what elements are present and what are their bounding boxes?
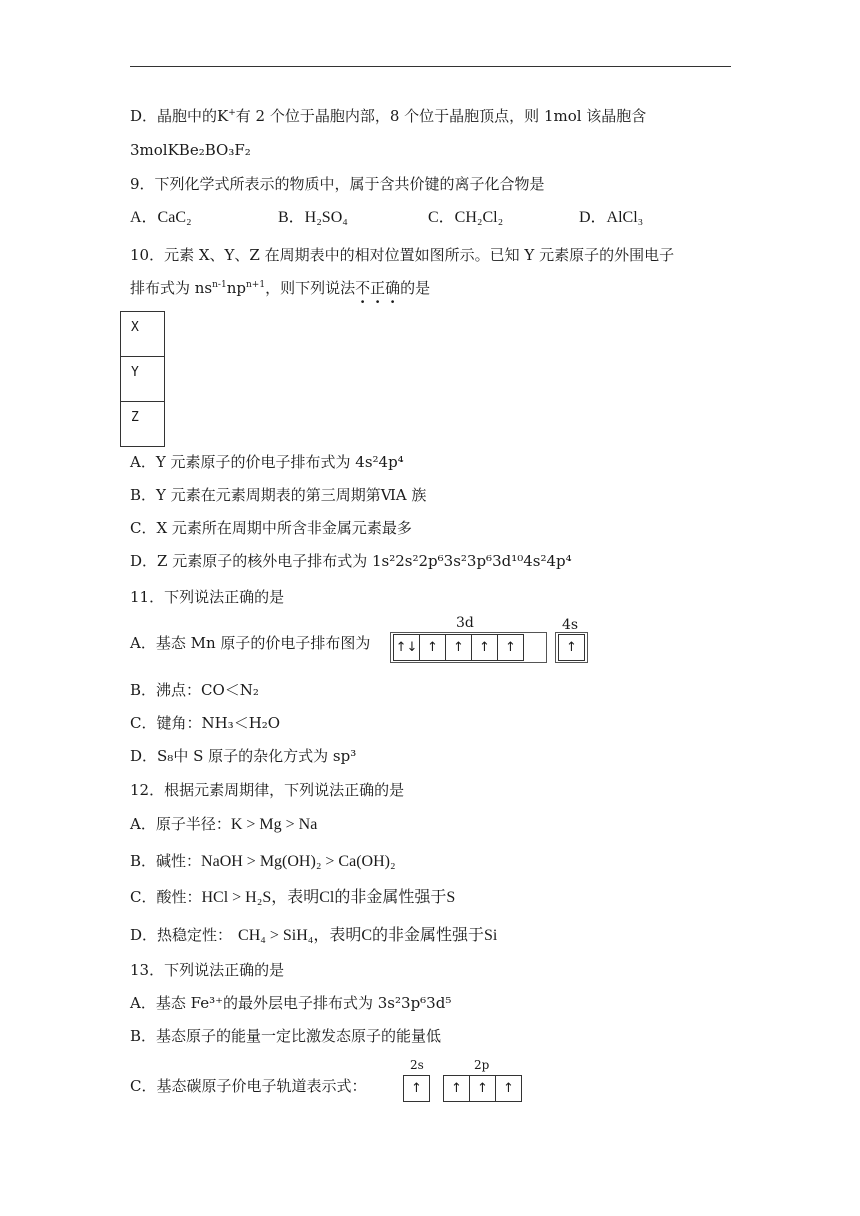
q10-option-d: D．Z 元素原子的核外电子排布式为 1s²2s²2p⁶3s²3p⁶3d¹⁰4s²4p⁴ (130, 552, 572, 570)
q13-option-a: A．基态 Fe³⁺的最外层电子排布式为 3s²3p⁶3d⁵ (130, 994, 452, 1012)
q12-option-c-expr: HCl > H₂S，表明Cl的非金属性强于S (201, 889, 456, 906)
q8-option-d-formula: 3molKBe₂BO₃F₂ (130, 141, 251, 159)
q9-option-c: C．CH₂Cl₂ (428, 209, 504, 226)
q11-option-a: A．基态 Mn 原子的价电子排布图为 (130, 634, 371, 652)
orbital-box: ↑ (445, 634, 472, 661)
q11-option-b: B．沸点：CO＜N₂ (130, 681, 259, 699)
table-cell-y: Y (121, 357, 165, 402)
q10-option-c: C．X 元素所在周期中所含非金属元素最多 (130, 519, 412, 537)
q10-stem-line1: 10．元素 X、Y、Z 在周期表中的相对位置如图所示。已知 Y 元素原子的外围电子 (130, 246, 675, 264)
q11-option-d: D．S₈中 S 原子的杂化方式为 sp³ (130, 747, 357, 765)
header-rule (130, 66, 731, 67)
q8-option-d: D．晶胞中的K+有 2 个位于晶胞内部，8 个位于晶胞顶点，则 1mol 该晶胞含 (130, 107, 647, 125)
q13-option-c: C．基态碳原子价电子轨道表示式： (130, 1077, 367, 1095)
q12-option-a: A．原子半径：K > Mg > Na (130, 815, 318, 833)
orbital-box: ↑ (403, 1075, 430, 1102)
q9-stem: 9．下列化学式所表示的物质中，属于含共价键的离子化合物是 (130, 175, 545, 193)
orbital-box: ↑ (558, 634, 585, 661)
q9-option-b: B．H₂SO₄ (278, 209, 348, 226)
orbital-label-3d: 3d (456, 615, 474, 631)
orbital-box: ↑ (469, 1075, 496, 1102)
q10-option-a: A．Y 元素原子的价电子排布式为 4s²4p⁴ (130, 453, 404, 471)
orbital-box: ↑ (471, 634, 498, 661)
orbital-boxes-2s (403, 1075, 430, 1102)
q12-option-c: C．酸性：HCl > H₂S，表明Cl的非金属性强于S (130, 888, 456, 906)
q11-option-c: C．键角：NH₃＜H₂O (130, 714, 281, 732)
orbital-label-4s: 4s (562, 617, 579, 633)
table-cell-z: Z (121, 402, 165, 447)
q10-element-table (120, 311, 165, 447)
q13-option-b: B．基态原子的能量一定比激发态原子的能量低 (130, 1027, 442, 1045)
q12-option-b: B．碱性：NaOH > Mg(OH)₂ > Ca(OH)₂ (130, 852, 396, 870)
table-cell-x: X (121, 312, 165, 357)
orbital-box: ↑ (419, 634, 446, 661)
q12-option-b-expr: NaOH > Mg(OH)₂ > Ca(OH)₂ (201, 853, 396, 870)
q11-stem: 11．下列说法正确的是 (130, 588, 285, 606)
orbital-box: ↑ (495, 1075, 522, 1102)
q12-option-a-expr: K > Mg > Na (230, 816, 318, 833)
orbital-label-2p: 2p (474, 1058, 490, 1072)
orbital-boxes-2p (443, 1075, 522, 1102)
q13-stem: 13．下列说法正确的是 (130, 961, 285, 979)
q10-option-b: B．Y 元素在元素周期表的第三周期第ⅥA 族 (130, 486, 427, 504)
orbital-boxes-4s (558, 634, 585, 661)
orbital-box: ↑ (497, 634, 524, 661)
q12-option-d-expr: CH₄ > SiH₄，表明C的非金属性强于Si (238, 927, 498, 944)
orbital-box: ↑↓ (393, 634, 420, 661)
orbital-boxes-3d (393, 634, 524, 661)
orbital-box: ↑ (443, 1075, 470, 1102)
q9-option-a: A．CaC₂ (130, 209, 192, 226)
q12-stem: 12．根据元素周期律，下列说法正确的是 (130, 781, 405, 799)
orbital-label-2s: 2s (410, 1058, 424, 1072)
q10-stem-line2: 排布式为 $ns^{n-1}np^{n+1}$，则下列说法不正确的是 (130, 279, 431, 297)
q10-emphasis-not-correct: 不正确 (355, 279, 401, 297)
q9-option-d: D．AlCl₃ (579, 209, 644, 226)
q12-option-d: D．热稳定性： CH₄ > SiH₄，表明C的非金属性强于Si (130, 926, 498, 944)
